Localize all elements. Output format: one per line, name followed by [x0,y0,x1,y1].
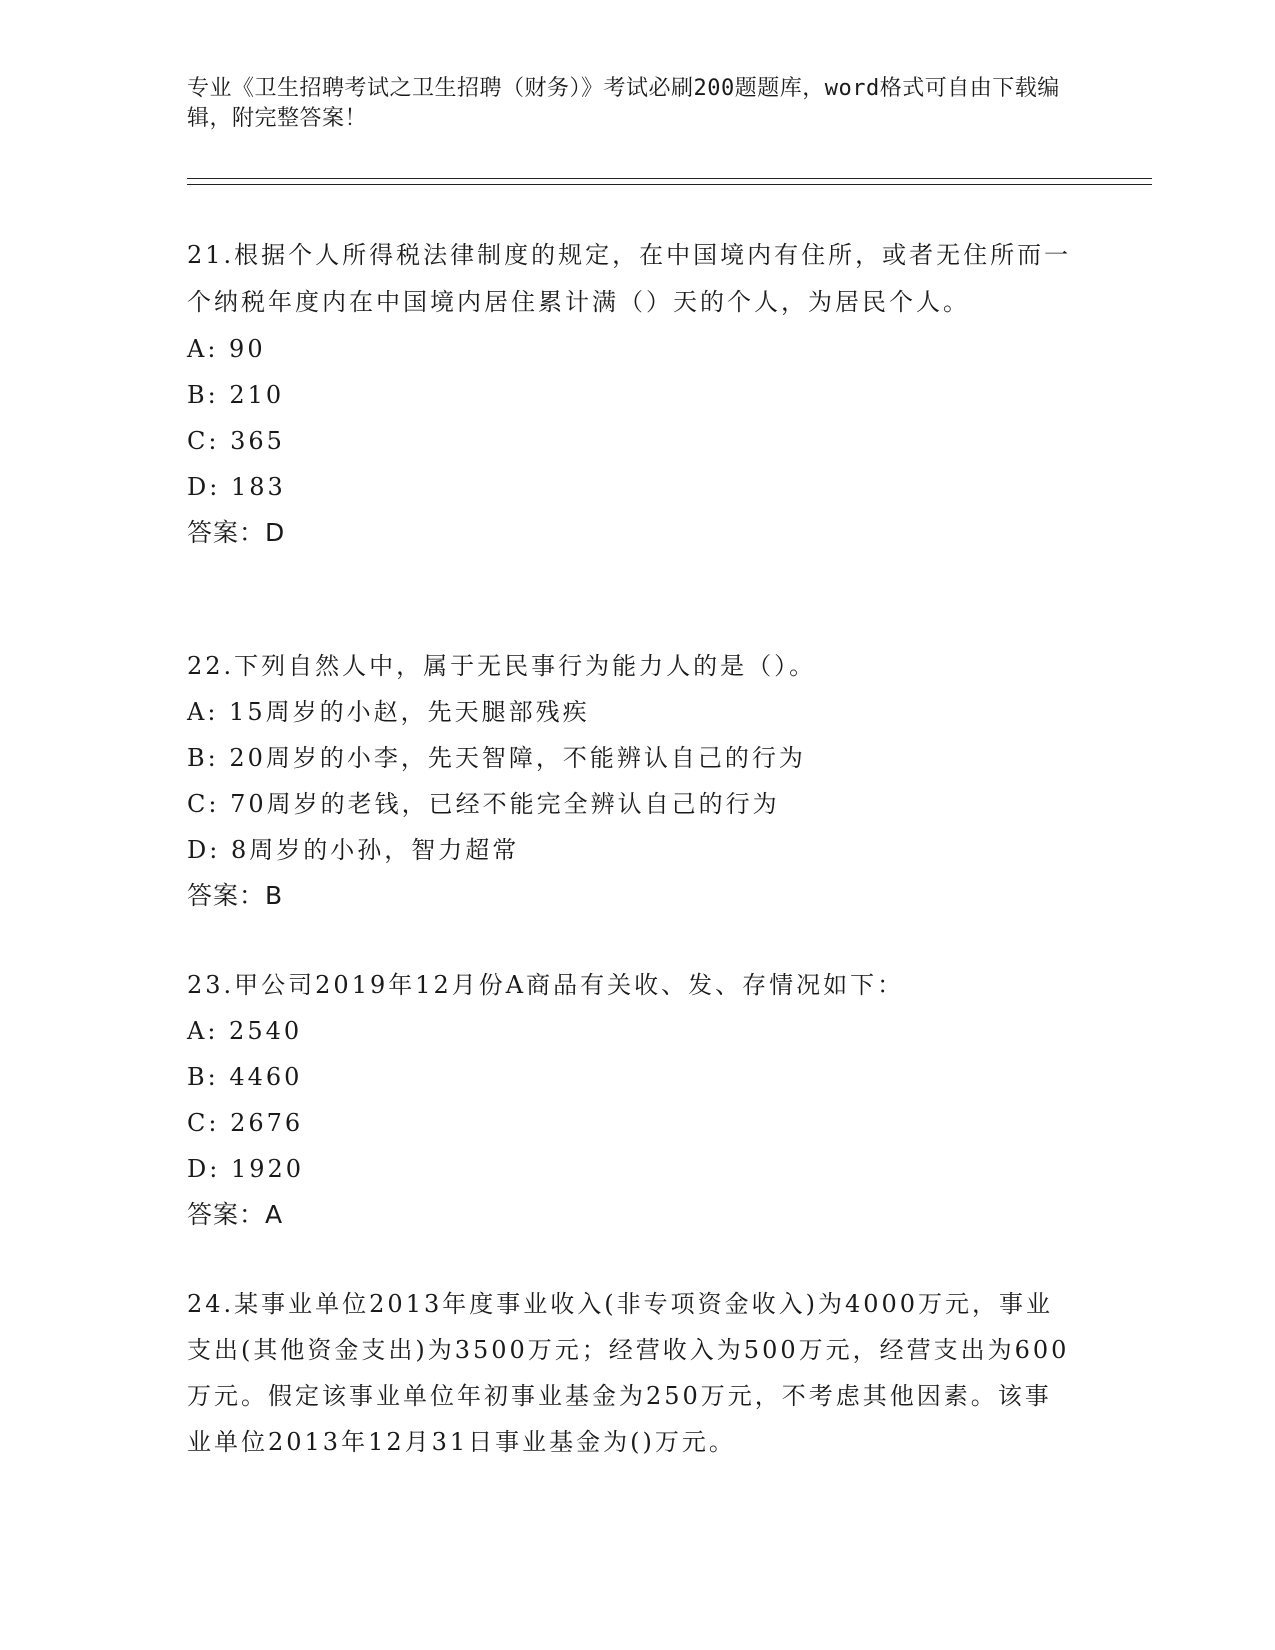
answer: 答案：A [187,1200,284,1229]
option-a: A: 15周岁的小赵，先天腿部残疾 [187,698,590,726]
header-divider-bottom [187,184,1152,185]
option-b: B: 4460 [187,1063,303,1091]
option-a: A: 90 [187,335,266,363]
question-stem: 24.某事业单位2013年度事业收入(非专项资金收入)为4000万元，事业支出(其他资金支出)为3500万元；经营收入为500万元，经营支出为600万元。假定该事业单位年初事业基金为250万元，不考虑其他因素。该事业单位2013年12月31日事业基金为()万元。 [187,1290,1070,1456]
option-c: C: 365 [187,427,285,455]
header-divider-top [187,178,1152,179]
option-b: B: 210 [187,381,285,409]
option-b: B: 20周岁的小李，先天智障，不能辨认自己的行为 [187,744,806,772]
question-stem: 21.根据个人所得税法律制度的规定，在中国境内有住所，或者无住所而一个纳税年度内在中国境内居住累计满（）天的个人，为居民个人。 [187,241,1072,316]
question-stem: 22.下列自然人中，属于无民事行为能力人的是（）。 [187,652,817,680]
option-d: D: 183 [187,473,286,501]
question-23 [187,962,1077,1238]
question-22 [187,643,1077,919]
option-c: C: 70周岁的老钱，已经不能完全辨认自己的行为 [187,790,780,818]
answer: 答案：D [187,518,286,547]
option-a: A: 2540 [187,1017,303,1045]
question-stem: 23.甲公司2019年12月份A商品有关收、发、存情况如下： [187,971,905,999]
option-d: D: 8周岁的小孙，智力超常 [187,836,520,864]
option-c: C: 2676 [187,1109,304,1137]
document-intro: 专业《卫生招聘考试之卫生招聘（财务）》考试必刷200题题库，word格式可自由下载编辑，附完整答案！ [187,76,1060,131]
answer: 答案：B [187,881,284,910]
question-21 [187,232,1077,556]
option-d: D: 1920 [187,1155,305,1183]
question-24 [187,1281,1077,1465]
